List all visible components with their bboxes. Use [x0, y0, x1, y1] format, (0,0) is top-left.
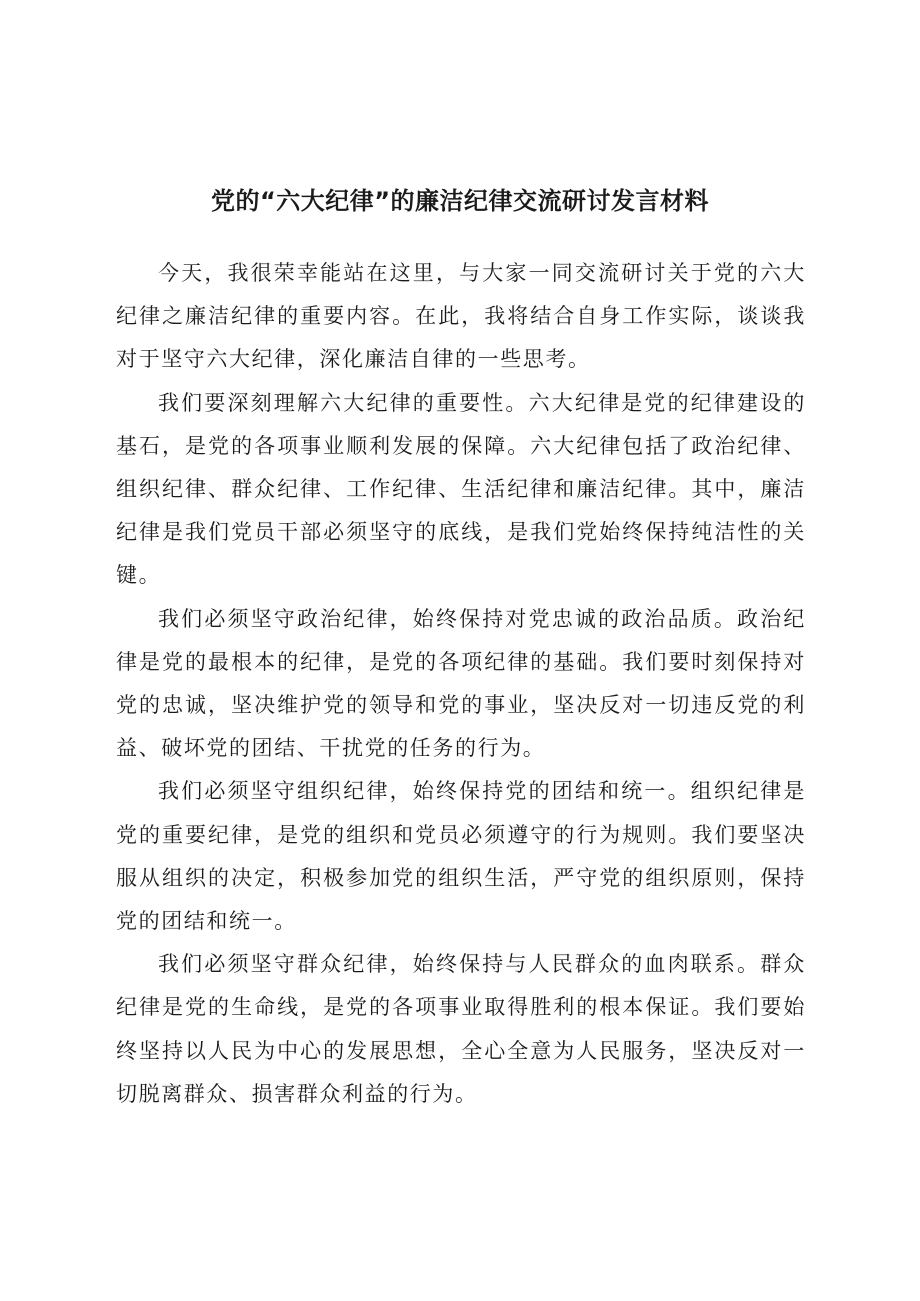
paragraph-importance: 我们要深刻理解六大纪律的重要性。六大纪律是党的纪律建设的基石，是党的各项事业顺利发展的保障。六大纪律包括了政治纪律、组织纪律、群众纪律、工作纪律、生活纪律和廉洁纪律。其中，廉洁纪律是我们党员干部必须坚守的底线，是我们党始终保持纯洁性的关键。: [116, 390, 806, 588]
document-title: 党的“六大纪律”的廉洁纪律交流研讨发言材料: [210, 187, 710, 215]
document-body: [116, 252, 806, 1116]
paragraph-intro: 今天，我很荣幸能站在这里，与大家一同交流研讨关于党的六大纪律之廉洁纪律的重要内容。在此，我将结合自身工作实际，谈谈我对于坚守六大纪律，深化廉洁自律的一些思考。: [116, 261, 806, 372]
paragraph-mass-discipline: 我们必须坚守群众纪律，始终保持与人民群众的血肉联系。群众纪律是党的生命线，是党的各项事业取得胜利的根本保证。我们要始终坚持以人民为中心的发展思想，全心全意为人民服务，坚决反对一切脱离群众、损害群众利益的行为。: [116, 952, 806, 1106]
paragraph-political-discipline: 我们必须坚守政治纪律，始终保持对党忠诚的政治品质。政治纪律是党的最根本的纪律，是党的各项纪律的基础。我们要时刻保持对党的忠诚，坚决维护党的领导和党的事业，坚决反对一切违反党的利益、破坏党的团结、干扰党的任务的行为。: [116, 606, 806, 761]
paragraph-organizational-discipline: 我们必须坚守组织纪律，始终保持党的团结和统一。组织纪律是党的重要纪律，是党的组织和党员必须遵守的行为规则。我们要坚决服从组织的决定，积极参加党的组织生活，严守党的组织原则，保持党的团结和统一。: [116, 779, 806, 934]
